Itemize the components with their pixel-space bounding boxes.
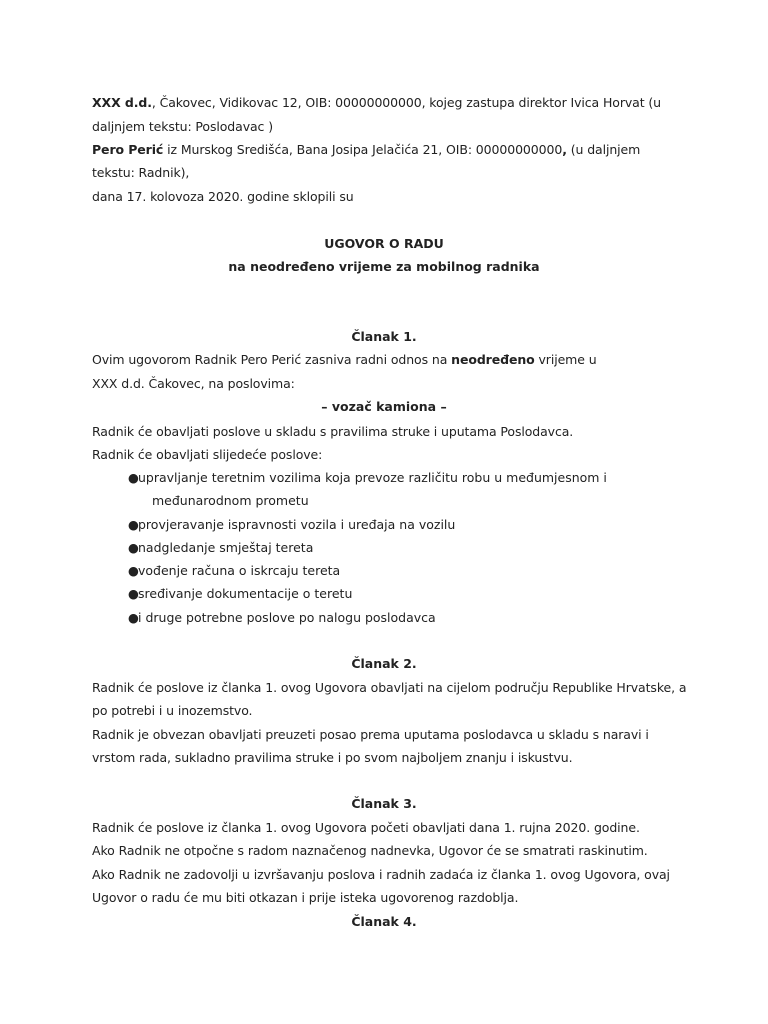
bullet-icon: ●	[128, 586, 139, 601]
article-4-heading: Članak 4.	[351, 914, 417, 929]
bullet-icon: ●	[128, 563, 139, 578]
document-subtitle: na neodređeno vrijeme za mobilnog radnika	[228, 259, 540, 274]
article-1-text-b: vrijeme u	[534, 352, 597, 367]
duty-list-item-continuation: međunarodnom prometu	[152, 493, 309, 508]
article-2-line: vrstom rada, sukladno pravilima struke i po svom najboljem znanju i iskustvu.	[92, 750, 573, 765]
bullet-icon: ●	[128, 517, 139, 532]
employee-details-tail: (u daljnjem	[566, 142, 641, 157]
employer-details: , Čakovec, Vidikovac 12, OIB: 00000000000, kojeg zastupa direktor Ivica Horvat (u	[151, 95, 661, 110]
duty-list-item	[128, 540, 313, 556]
contract-type: neodređeno	[451, 352, 535, 367]
bullet-icon: ●	[128, 540, 139, 555]
employee-comma: ,	[562, 142, 567, 157]
duty-text: upravljanje teretnim vozilima koja prevoze različitu robu u međumjesnom i	[138, 470, 607, 485]
duty-text: nadgledanje smještaj tereta	[138, 540, 314, 555]
article-3-line: Ugovor o radu će mu biti otkazan i prije isteka ugovorenog razdoblja.	[92, 890, 519, 905]
job-position: – vozač kamiona –	[321, 399, 447, 414]
article-1-paragraph-4: Radnik će obavljati slijedeće poslove:	[92, 447, 323, 462]
article-3-heading: Članak 3.	[351, 796, 417, 811]
employee-details: iz Murskog Središća, Bana Josipa Jelačića 21, OIB: 00000000000	[163, 142, 563, 157]
duty-list-item	[128, 586, 352, 602]
article-1-paragraph-2: XXX d.d. Čakovec, na poslovima:	[92, 376, 295, 391]
article-2-line: po potrebi i u inozemstvo.	[92, 703, 253, 718]
duty-list-item	[128, 517, 455, 533]
duty-list-item	[128, 470, 607, 486]
article-1-heading: Članak 1.	[351, 329, 417, 344]
article-3-line: Ako Radnik ne zadovolji u izvršavanju poslova i radnih zadaća iz članka 1. ovog Ugovora, ovaj	[92, 867, 670, 882]
duty-text: provjeravanje ispravnosti vozila i uređaja na vozilu	[138, 517, 456, 532]
article-2-heading: Članak 2.	[351, 656, 417, 671]
employee-line	[92, 142, 640, 158]
article-1-paragraph-1	[92, 352, 597, 368]
article-2-line: Radnik je obvezan obavljati preuzeti posao prema uputama poslodavca u skladu s naravi i	[92, 727, 649, 742]
article-1-paragraph-3: Radnik će obavljati poslove u skladu s pravilima struke i uputama Poslodavca.	[92, 424, 574, 439]
duty-text: i druge potrebne poslove po nalogu poslodavca	[138, 610, 436, 625]
article-3-line: Radnik će poslove iz članka 1. ovog Ugovora početi obavljati dana 1. rujna 2020. godine.	[92, 820, 640, 835]
date-line: dana 17. kolovoza 2020. godine sklopili su	[92, 189, 354, 204]
employer-name: XXX d.d.	[92, 95, 152, 110]
duty-text: sređivanje dokumentacije o teretu	[138, 586, 353, 601]
article-1-text-a: Ovim ugovorom Radnik Pero Perić zasniva radni odnos na	[92, 352, 452, 367]
employer-line	[92, 95, 661, 111]
employer-line-2: daljnjem tekstu: Poslodavac )	[92, 119, 273, 134]
bullet-icon: ●	[128, 470, 139, 485]
bullet-icon: ●	[128, 610, 139, 625]
employee-line-2: tekstu: Radnik),	[92, 165, 190, 180]
duty-list-item	[128, 563, 340, 579]
employee-name: Pero Perić	[92, 142, 164, 157]
duty-list-item	[128, 610, 436, 626]
article-3-line: Ako Radnik ne otpočne s radom naznačenog nadnevka, Ugovor će se smatrati raskinutim.	[92, 843, 648, 858]
document-title: UGOVOR O RADU	[324, 236, 444, 251]
duty-text: vođenje računa o iskrcaju tereta	[138, 563, 341, 578]
article-2-line: Radnik će poslove iz članka 1. ovog Ugovora obavljati na cijelom području Republike Hrvatske, a	[92, 680, 687, 695]
